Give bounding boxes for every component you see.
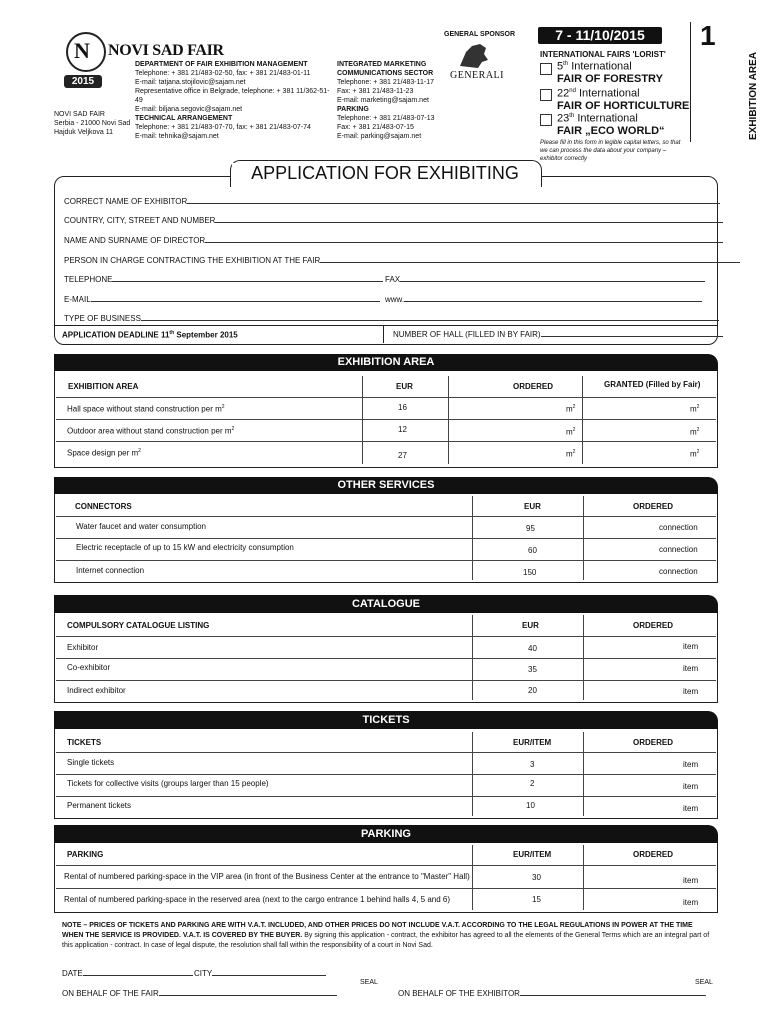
fair-logo-mark: N xyxy=(74,38,90,63)
row-label: Tickets for collective visits (groups larger than 15 people) xyxy=(67,779,269,788)
col-ordered: ORDERED xyxy=(513,382,554,391)
row-price: 12 xyxy=(398,425,407,434)
col-catalogue-listing: COMPULSORY CATALOGUE LISTING xyxy=(67,621,210,630)
fair-checkbox-horticulture[interactable] xyxy=(540,89,552,101)
fair-forestry: 5th International FAIR OF FORESTRY xyxy=(557,60,663,85)
exhibition-area-title: EXHIBITION AREA xyxy=(54,354,718,371)
fair-dates: 7 - 11/10/2015 xyxy=(538,27,662,44)
fair-signature-field[interactable]: ON BEHALF OF THE FAIR xyxy=(62,989,337,998)
application-title: APPLICATION FOR EXHIBITING xyxy=(232,163,538,184)
col-ordered: ORDERED xyxy=(633,621,674,630)
contact-departments-right: INTEGRATED MARKETING COMMUNICATIONS SECTOR Telephone: + 381 21/483-11-17 Fax: + 381 21/483-11-23 E-mail: marketing@sajam.net PARKING Telephone: + 381 21/483-07-13 Fax: + 381 21/483-07-15 E-mail: parking@sajam.net xyxy=(337,61,435,140)
row-label: Rental of numbered parking-space in the reserved area (next to the cargo entrance 1 behind halls 4, 5 and 6) xyxy=(64,895,451,904)
catalogue-title: CATALOGUE xyxy=(54,595,718,613)
col-eur: EUR xyxy=(522,621,539,630)
fill-instruction: Please fill in this form in legible capital letters, so that we can process the data about your company – exhibitor correctly xyxy=(540,140,681,162)
row-label: Internet connection xyxy=(76,566,145,575)
table-row xyxy=(56,752,716,775)
parking-header-row xyxy=(56,845,716,866)
col-ordered: ORDERED xyxy=(633,850,674,859)
field-fax[interactable]: FAX xyxy=(385,275,705,284)
lion-logo-icon xyxy=(456,40,492,70)
row-label: Hall space without stand construction per $m^2$ xyxy=(67,404,225,414)
tickets-title: TICKETS xyxy=(54,711,718,729)
col-tickets: TICKETS xyxy=(67,738,102,747)
other-services-title: OTHER SERVICES xyxy=(54,477,718,494)
sponsor-label: GENERAL SPONSOR xyxy=(444,31,516,38)
table-row xyxy=(56,636,716,659)
col-granted: GRANTED (Filled by Fair) xyxy=(604,380,701,389)
ordered-input[interactable]: item xyxy=(683,760,699,769)
field-exhibitor-name[interactable]: CORRECT NAME OF EXHIBITOR xyxy=(64,197,720,206)
page-number: 1 xyxy=(700,20,716,51)
row-price: 40 xyxy=(528,644,537,653)
tickets-header-row xyxy=(56,732,716,753)
row-price: 30 xyxy=(532,873,541,882)
parking-title: PARKING xyxy=(54,825,718,843)
fairs-title: INTERNATIONAL FAIRS 'LORIST' xyxy=(540,50,666,59)
field-hall-number[interactable]: NUMBER OF HALL (FILLED IN BY FAIR) xyxy=(393,330,723,339)
fair-address: NOVI SAD FAIR Serbia - 21000 Novi Sad Hajduk Veljkova 11 xyxy=(54,111,131,136)
sponsor-name: GENERALI xyxy=(450,70,504,81)
field-address[interactable]: COUNTRY, CITY, STREET AND NUMBER xyxy=(64,216,723,225)
row-label: Space design per $m^2$ xyxy=(67,448,141,458)
row-price: 20 xyxy=(528,686,537,695)
fair-horticulture: 22nd International FAIR OF HORTICULTURE xyxy=(557,87,690,112)
row-price: 16 xyxy=(398,403,407,412)
granted-value: $m^2$ xyxy=(690,449,700,459)
deadline-row-divider xyxy=(383,325,384,343)
fair-name: NOVI SAD FAIR xyxy=(108,42,224,59)
legal-note: NOTE – PRICES OF TICKETS AND PARKING ARE WITH V.A.T. INCLUDED, AND OTHER PRICES DO NOT INCLUDE V.A.T. ACCORDING TO THE LEGAL REGULATIONS IN POWER AT THE TIME WHEN THE SERVICE IS PROVIDED. V.A.T. IS COVERED BY THE BUYER. By signing this application - contract, the exhibitor has agreed to all the elements of the General Terms which are an integral part of this application - contract. In case of legal dispute, the resolution shall fall within the responsibility of a court in Novi Sad. xyxy=(62,922,710,949)
field-type-of-business[interactable]: TYPE OF BUSINESS xyxy=(64,314,719,323)
contact-departments-left: DEPARTMENT OF FAIR EXHIBITION MANAGEMENT Telephone: + 381 21/483-02-50, fax: + 381 21/483-01-11 E-mail: tatjana.stojilovic@sajam.net Representative office in Belgrade, telephone: + 381 11/362-51-49 E-mail: biljana.segovic@sajam.net TECHNICAL ARRANGEMENT Telephone: + 381 21/483-07-70, fax: + 381 21/483-07-74 E-mail: tehnika@sajam.net xyxy=(135,61,330,140)
ordered-input[interactable]: $m^2$ xyxy=(566,427,576,437)
field-director[interactable]: NAME AND SURNAME OF DIRECTOR xyxy=(64,236,723,245)
row-label: Electric receptacle of up to 15 kW and electricity consumption xyxy=(76,543,294,552)
row-label: Water faucet and water consumption xyxy=(76,522,206,531)
col-eur: EUR xyxy=(396,382,413,391)
ordered-input[interactable]: $m^2$ xyxy=(566,449,576,459)
row-label: Co-exhibitor xyxy=(67,663,111,672)
ordered-input[interactable]: item xyxy=(683,804,699,813)
deadline-row-line xyxy=(54,325,718,326)
col-connectors: CONNECTORS xyxy=(75,502,132,511)
date-field[interactable]: DATE xyxy=(62,969,193,978)
row-price: 10 xyxy=(526,801,535,810)
col-exhibition-area: EXHIBITION AREA xyxy=(68,382,139,391)
granted-value: $m^2$ xyxy=(690,404,700,414)
ordered-input[interactable]: $m^2$ xyxy=(566,404,576,414)
ordered-input[interactable]: item xyxy=(683,664,699,673)
vertical-section-label: EXHIBITION AREA xyxy=(748,52,759,140)
col-ordered: ORDERED xyxy=(633,502,674,511)
row-price: 3 xyxy=(530,760,535,769)
col-eur: EUR xyxy=(524,502,541,511)
field-www[interactable]: www. xyxy=(385,295,702,304)
col-eur-item: EUR/ITEM xyxy=(513,850,552,859)
col-eur-item: EUR/ITEM xyxy=(513,738,552,747)
ordered-input[interactable]: item xyxy=(683,876,699,885)
ordered-input[interactable]: connection xyxy=(659,545,698,554)
fair-checkbox-eco-world[interactable] xyxy=(540,114,552,126)
other-services-header-row xyxy=(56,496,716,517)
ordered-input[interactable]: connection xyxy=(659,523,698,532)
ordered-input[interactable]: item xyxy=(683,642,699,651)
row-label: Indirect exhibitor xyxy=(67,686,126,695)
seal-fair: SEAL xyxy=(360,979,378,986)
row-price: 95 xyxy=(526,524,535,533)
ordered-input[interactable]: item xyxy=(683,898,699,907)
ordered-input[interactable]: connection xyxy=(659,567,698,576)
application-deadline: APPLICATION DEADLINE 11th September 2015 xyxy=(62,330,238,340)
fair-eco-world: 23th International FAIR „ECO WORLD“ xyxy=(557,112,665,137)
row-label: Exhibitor xyxy=(67,643,99,652)
row-label: Single tickets xyxy=(67,758,115,767)
seal-exhibitor: SEAL xyxy=(695,979,713,986)
granted-value: $m^2$ xyxy=(690,427,700,437)
fair-checkbox-forestry[interactable] xyxy=(540,63,552,75)
table-row xyxy=(56,658,716,681)
page-number-divider xyxy=(690,22,691,142)
row-price: 27 xyxy=(398,451,407,460)
city-field[interactable]: CITY xyxy=(194,969,326,978)
col-ordered: ORDERED xyxy=(633,738,674,747)
row-price: 2 xyxy=(530,779,535,788)
ordered-input[interactable]: item xyxy=(683,687,699,696)
field-person-in-charge[interactable]: PERSON IN CHARGE CONTRACTING THE EXHIBITION AT THE FAIR xyxy=(64,256,740,265)
field-email[interactable]: E-MAIL xyxy=(64,295,380,304)
ordered-input[interactable]: item xyxy=(683,782,699,791)
row-label: Rental of numbered parking-space in the VIP area (in front of the Business Center at the entrance to "Master" Hall) xyxy=(64,872,470,881)
row-price: 60 xyxy=(528,546,537,555)
row-label: Outdoor area without stand construction per $m^2$ xyxy=(67,426,235,436)
row-price: 35 xyxy=(528,665,537,674)
field-telephone[interactable]: TELEPHONE xyxy=(64,275,383,284)
col-parking: PARKING xyxy=(67,850,104,859)
logo-year: 2015 xyxy=(64,75,102,88)
exhibitor-signature-field[interactable]: ON BEHALF OF THE EXHIBITOR xyxy=(398,989,706,998)
row-price: 15 xyxy=(532,895,541,904)
row-label: Permanent tickets xyxy=(67,801,132,810)
row-price: 150 xyxy=(523,568,537,577)
